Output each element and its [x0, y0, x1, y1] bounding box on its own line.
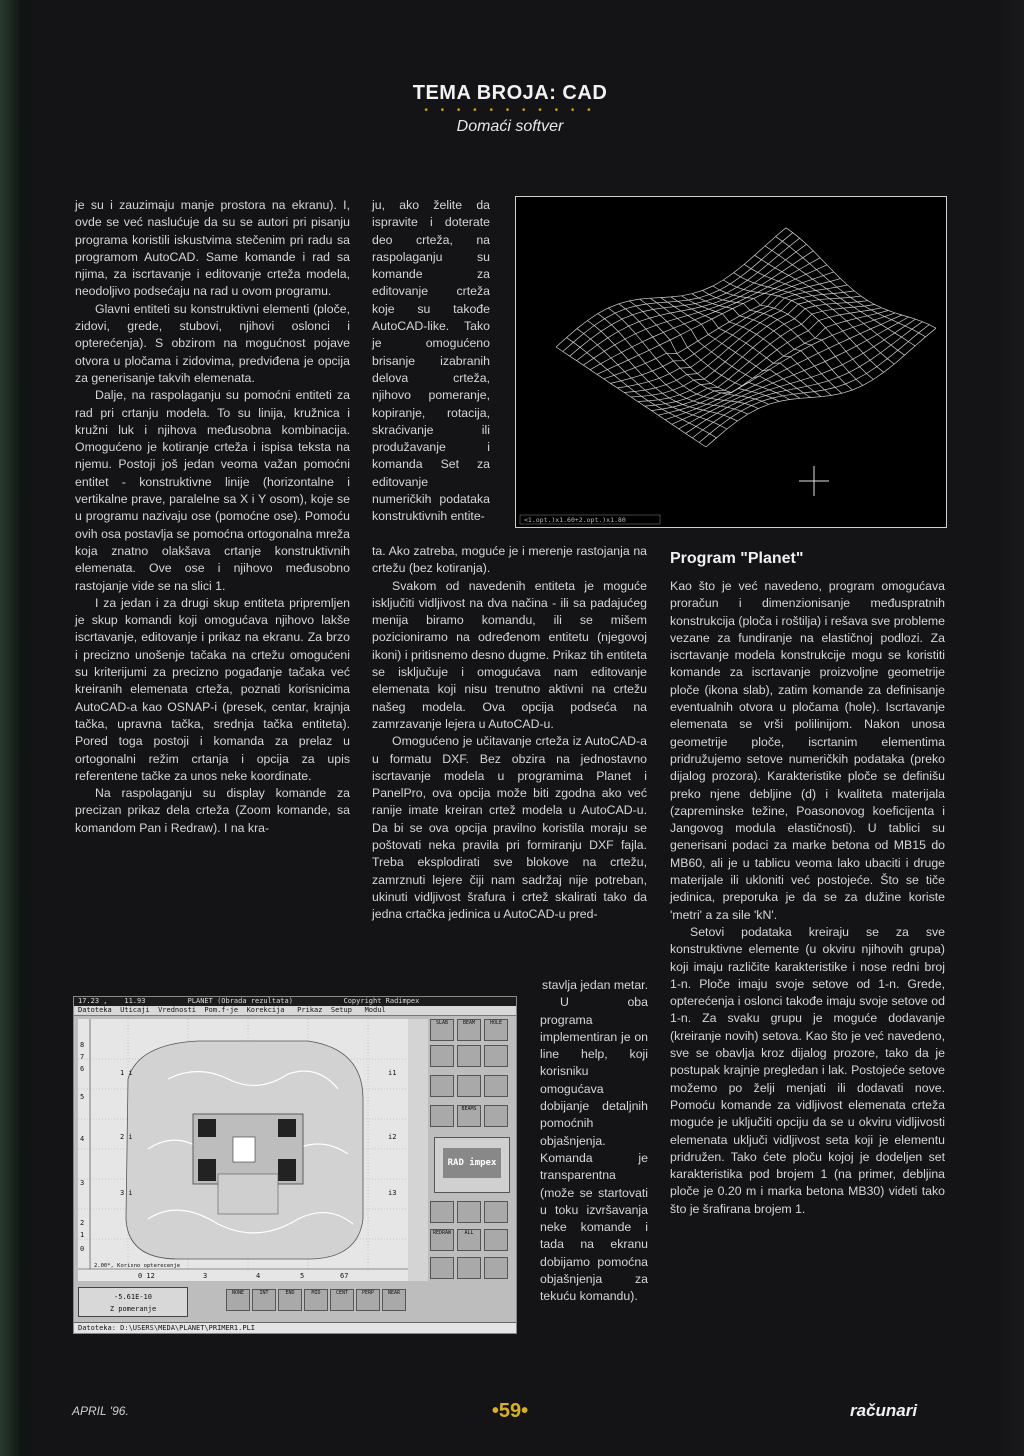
zoom-out-icon[interactable]	[457, 1257, 481, 1279]
wireframe-figure	[515, 196, 947, 528]
mesh-line	[567, 338, 717, 438]
y-tick: 2	[80, 1219, 85, 1227]
y-tick: 0	[80, 1245, 85, 1253]
magazine-logo: računari	[850, 1401, 918, 1420]
section-title: TEMA BROJA: CAD	[412, 82, 608, 104]
wireframe-mesh	[516, 197, 946, 527]
zoom-in-icon[interactable]	[430, 1257, 454, 1279]
x-tick: 0 12	[138, 1272, 155, 1280]
tool-button[interactable]	[484, 1105, 508, 1127]
axis-label: 1 i	[120, 1069, 133, 1077]
mesh-line	[577, 244, 807, 360]
osnap-cent-button[interactable]: CENT	[330, 1289, 354, 1311]
hole-tool-button[interactable]: HOLE	[484, 1019, 508, 1041]
mesh-line	[631, 296, 861, 397]
zoom-window-icon[interactable]	[484, 1257, 508, 1279]
y-tick: 7	[80, 1053, 85, 1061]
cad-plot-area	[78, 1019, 428, 1281]
cad-titlebar: 17.23 , 11.93 PLANET (Obrada rezultata) Copyright Radimpex	[74, 997, 516, 1006]
beams-tool-button[interactable]: BEAMS	[457, 1105, 481, 1127]
column-2-top	[372, 197, 490, 526]
tool-button[interactable]	[484, 1201, 508, 1223]
axis-label: i2	[388, 1133, 397, 1141]
tool-button[interactable]	[457, 1045, 481, 1067]
axis-label: 3 i	[120, 1189, 133, 1197]
issue-date: APRIL '96.	[72, 1404, 129, 1418]
page-header	[380, 82, 640, 136]
mesh-line	[650, 298, 800, 398]
wireframe-status: <1.opt.)x1.60+2.opt.)x1.80	[524, 516, 626, 524]
tool-button[interactable]	[430, 1201, 454, 1223]
mesh-line	[786, 228, 936, 328]
beam-tool-button[interactable]: BEAM	[457, 1019, 481, 1041]
paragraph: Glavni entiteti su konstruktivni elementi (ploče, zidovi, grede, stubovi, njihovi oslonci i opterećenja). S obzirom na mogućnost pojave otvora u pločama i zidovima, predviđena je opcija za generisanje takvih elemenata.	[75, 301, 350, 385]
mesh-line	[765, 246, 915, 346]
y-tick: 8	[80, 1041, 85, 1049]
osnap-int-button[interactable]: INT	[252, 1289, 276, 1311]
header-dots: • • • • • • • • • • •	[424, 105, 596, 116]
status-label: Z pomeranje	[109, 1305, 157, 1313]
tool-button[interactable]	[430, 1045, 454, 1067]
paragraph: I za jedan i za drugi skup entiteta pripremljen je skup komandi koji omogućava njihovo lakše iscrtavanje, editovanje i prikaz na ekranu. Za brzo i precizno unošenje tačaka na crtežu omogućeni su kriterijumi za precizno pogađanje tačaka već kreiranih elemenata crteža, poznati korisnicima AutoCAD-a kao OSNAP-i (presek, centar, krajnja tačka, upravna tačka, srednja tačka entiteta). Pored toga postoji i komanda za prelaz u ortogonalni režim crtanja i opcija za upis referentene tačke za unos neke koordinate.	[75, 595, 350, 783]
paragraph: Dalje, na raspolaganju su pomoćni entiteti za rad pri crtanju modela. To su linija, kružnica i kružni luk i njihova međusobna kombinacija. Omogućeno je kotiranje crteža i ispisa teksta na njemu. Postoji još jedan veoma važan pomoćni entitet - konstruktivne linije (horizontalne i vertikalne prave, paralelne sa X i Y osom), koje se u programu nazivaju ose (pomoćne ose). Pomoću ovih osa postavlja se pomoćna ortogonalna mreža koja znatno olakšava crtanje konstruktivnih elemenata. Ove ose i njihovo međusobno rastojanje vide se na slici 1.	[75, 388, 350, 593]
section-heading-planet: Program "Planet"	[670, 550, 804, 567]
tool-button[interactable]	[457, 1075, 481, 1097]
y-tick: 6	[80, 1065, 85, 1073]
paragraph: stavlja jedan metar.	[542, 978, 648, 992]
y-tick: 5	[80, 1093, 85, 1101]
y-tick: 3	[80, 1179, 85, 1187]
cad-toolbox	[430, 1019, 514, 1309]
axis-label: i1	[388, 1069, 397, 1077]
column-3	[670, 578, 945, 1218]
mesh-line	[570, 238, 800, 356]
osnap-mid-button[interactable]: MID	[304, 1289, 328, 1311]
tool-button[interactable]	[484, 1229, 508, 1251]
x-tick: 3	[203, 1272, 208, 1280]
tool-button[interactable]	[484, 1045, 508, 1067]
cad-status-box	[78, 1287, 188, 1317]
column-2-middle	[372, 543, 647, 924]
x-tick: 4	[256, 1272, 261, 1280]
axis-label: i3	[388, 1189, 397, 1197]
osnap-buttons	[192, 1287, 428, 1317]
tool-button[interactable]	[430, 1075, 454, 1097]
paragraph: Omogućeno je učitavanje crteža iz AutoCAD-a u formatu DXF. Bez obzira na jednostavno iscrtavanje modela u programima Planet i PanelPro, ova opcija može biti zgodna ako već ranije imate kreiran crtež modela u AutoCAD-u. Da bi se ova opcija pravilno koristila moraju se poštovati neka pravila pri formiranju DXF fajla. Treba eksplodirati sve blokove na crtežu, zamrznuti lejere čiji nam sadržaj nije potreban, ukinuti vidljivost šrafura i crtež skalirati tako da jedna crtačka jedinica u AutoCAD-u pred-	[372, 734, 647, 922]
column-1	[75, 197, 350, 837]
column-2-bottom	[540, 977, 648, 1306]
section-subtitle: Domaći softver	[456, 118, 564, 135]
tool-button[interactable]	[484, 1075, 508, 1097]
axis-label: 2 i	[120, 1133, 133, 1141]
all-button[interactable]: ALL	[457, 1229, 481, 1251]
osnap-end-button[interactable]: END	[278, 1289, 302, 1311]
paragraph: je su i zauzimaju manje prostora na ekranu). I, ovde se već naslućuje da su se autori pri pisanju programa koristili iskustvima stečenim pri radu sa programom AutoCAD. Same komande i rad sa njima, za iscrtavanje i editovanje crteža modela, neodoljivo podsećaju na rad u ovom programu.	[75, 198, 350, 299]
paragraph: Kao što je već navedeno, program omogućava proračun i dimenzionisanje međuspratnih konstrukcija (ploča i roštilja) i rešava sve probleme vezane za fundiranje na elastičnoj podlozi. Za iscrtavanje modela konstrukcije mogu se koristiti komande za iscrtavanje proizvoljne geometrije ploče (ikona slab), zatim komande za definisanje eventualnih otvora u pločama (hole). Iscrtavanje elemenata se vrši polilinijom. Nakon unosa geometrije ploče, iscrtanim elementima pridružujemo setove numeričkih podataka (preko dijalog prozora). Karakteristike ploče se definišu preko njene debljine (d) i kvaliteta materijala (zapreminske težine, Poasonovog koeficijenta i Jangovog modula elastičnosti). U tablici su generisani podaci za marke betona od MB15 do MB60, ali je u tablicu veoma lako ubaciti i druge materijale ili ukloniti već postojeće. Što se tiče jedinica, preporuka je da se za dužine koriste 'metri' a za sile 'kN'.	[670, 579, 945, 922]
status-value: -5.61E-10	[114, 1293, 152, 1301]
redraw-button[interactable]: REDRAW	[430, 1229, 454, 1251]
planet-screenshot	[73, 996, 517, 1334]
osnap-near-button[interactable]: NEAR	[382, 1289, 406, 1311]
osnap-none-button[interactable]: NONE	[226, 1289, 250, 1311]
paragraph: Na raspolaganju su display komande za precizan prikaz dela crteža (Zoom komande, sa komandom Pan i Redraw). I na kra-	[75, 786, 350, 835]
tool-button[interactable]	[457, 1201, 481, 1223]
cad-menubar: Datoteka Uticaji Vrednosti Pom.f-je Korekcija Prikaz Setup Modul	[74, 1006, 516, 1016]
mesh-line	[590, 258, 820, 370]
y-tick: 1	[80, 1231, 85, 1239]
cad-plot-drawing	[78, 1019, 428, 1281]
y-tick: 4	[80, 1135, 85, 1143]
mesh-line	[611, 279, 841, 384]
paragraph: Svakom od navedenih entiteta je moguće isključiti vidljivost na dva načina - ili sa padajućeg menija biramo komandu, ili se mišem pozicioniramo na određenom entitetu (njegovoj ikoni) i pritisnemo desno dugme. Prikaz tih entiteta se isključuje i omogućava nam editovanje elemenata koji nisu trenutno aktivni na crtežu našeg modela. Ova opcija podseća na zamrzavanje lejera u AutoCAD-u.	[372, 578, 647, 731]
osnap-perp-button[interactable]: PERP	[356, 1289, 380, 1311]
cad-file-path: Datoteka: D:\USERS\MEDA\PLANET\PRIMER1.PLI	[74, 1322, 516, 1333]
mesh-line	[713, 286, 863, 385]
plot-note: 2.00*, Korisno opterecenje	[94, 1263, 181, 1269]
paragraph: U oba programa implementiran je on line help, koji korisniku omogućava dobijanje detaljnih pomoćnih objašnjenja. Komanda je transparentna (može se startovati u toku izvršavanja neke komande i tada na ekranu dobijamo pomoćna objašnjenja za tekuću komandu).	[540, 995, 648, 1304]
x-tick: 5	[300, 1272, 305, 1280]
x-tick: 67	[340, 1272, 349, 1280]
paragraph: Setovi podataka kreiraju se za sve konstruktivne elemente (u okviru njihovih grupa) koji imaju različite karakteristike i nose redni broj 1-n. Ploče imaju svoje setove od 1-n. Grede, opterećenja i oslonci takođe imaju svoje setove od 1-n. Za svaku grupu je moguće dodavanje (kreiranje novih) setova. Kao što je već navedeno, sve se obavlja kroz dijalog prozore, tako da je postupak krajnje pregledan i lak. Postojeće setove možemo po želji menjati ili dodavati nove. Pomoću komande za vidljivost elemenata crteža moguće je uključiti opciju da se u okviru vidljivosti elemenata uključi vidljivost seta koji je elementu pridružen. Tako ćete ploču kojoj je dodeljen set karakteristika pod brojem 1 (na primer, debljina ploče je 0.20 m i marka betona MB30) videti tako što je šrafirana brojem 1.	[670, 924, 945, 1216]
page-number: •59•	[491, 1400, 529, 1422]
paragraph: ju, ako želite da ispravite i doterate deo crteža, na raspolaganju su komande za editovanje crteža koje su takođe AutoCAD-like. Tako je omogućeno brisanje izabranih delova crteža, njihovo pomeranje, kopiranje, rotacija, skraćivanje ili produžavanje i komanda Set za editovanje numeričkih podataka konstruktivnih entite-	[372, 198, 490, 524]
slab-tool-button[interactable]: SLAB	[430, 1019, 454, 1041]
radimpex-logo: RAD impex	[434, 1137, 510, 1193]
tool-button[interactable]	[430, 1105, 454, 1127]
paragraph: ta. Ako zatreba, moguće je i merenje rastojanja na crtežu (bez kotiranja).	[372, 544, 647, 576]
